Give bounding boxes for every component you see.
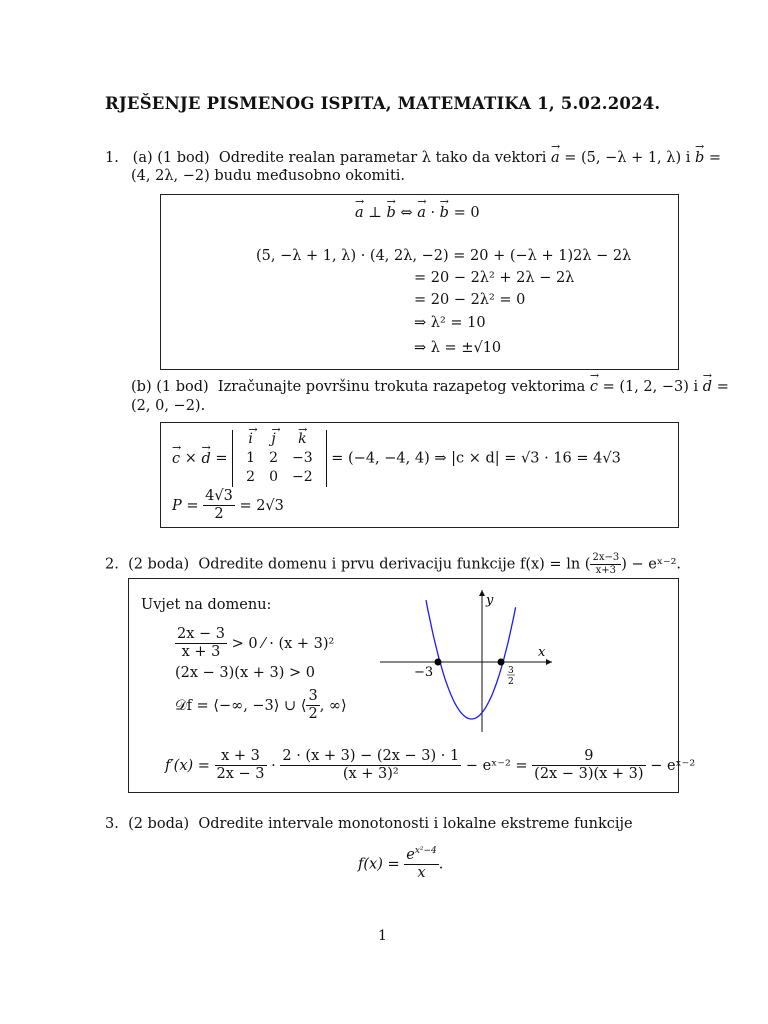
q1-a-step2: = 20 − 2λ² + 2λ − 2λ [414,270,575,286]
vector-a: → a [551,150,560,166]
q3-function: f(x) = $\frac{e^{x^2-4}}{x}$ . [358,846,444,882]
q1-b-statement: (b) (1 bod) Izračunajte površinu trokuta razapetog vektorima → c = (1, 2, −3) i → d = [131,379,729,395]
y-axis-label: y [486,593,494,608]
q1-b-cross-product: → c × → d = → i → j → k 1 2 −3 2 0 −2 = (−4, −4, 4) ⇒ |c × d| = √3 · 16 = 4√3 [172,430,621,487]
q1-b-label: (b) [131,379,152,395]
q1-b-text: Izračunajte površinu trokuta razapetog vektorima [217,379,586,395]
q1-a-text: Odredite realan parametar λ tako da vektori [218,150,547,166]
vector-b: → b [695,150,704,166]
q1-b-statement-line2: (2, 0, −2). [131,398,206,414]
q1-a-step4: ⇒ λ² = 10 [414,315,486,331]
q2-statement: 2. (2 boda) Odredite domenu i prvu derivaciju funkcije f(x) = ln ( $\frac{2x-3}{x+3}$ ) − eˣ⁻². [105,552,682,576]
q1-a-label: (a) [132,150,153,166]
parabola-graph [376,586,556,736]
q1-a-vector-a-value: = (5, −λ + 1, λ) i [564,150,691,166]
root-right-label-den: 2 [508,677,514,687]
document-title: RJEŠENJE PISMENOG ISPITA, MATEMATIKA 1, 5.02.2024. [105,94,661,113]
q1-b-area: P = $\frac{4√3}{2}$ = 2√3 [172,488,284,523]
page-number: 1 [378,928,387,944]
q2-condition-1: $\frac{2x - 3}{x + 3}$ > 0 ⁄ · (x + 3)² [177,626,335,661]
q2-domain: 𝒟f = ⟨−∞, −3⟩ ∪ ⟨ $\frac{3}{2}$ , ∞⟩ [175,688,347,723]
q1-a-statement [105,150,721,166]
root-right-point [498,659,505,666]
q1-b-result: = (−4, −4, 4) ⇒ |c × d| = √3 · 16 = 4√3 [331,450,621,467]
q1-b-points: (1 bod) [156,379,209,395]
q1-a-perp-line: → a ⊥ → b ⇔ → a · → b = 0 [355,205,480,221]
root-left-label: −3 [414,665,434,680]
root-right-label-num: 3 [508,666,514,676]
x-axis-label: x [538,645,546,660]
y-axis-arrow [479,590,485,596]
q3-statement: 3. (2 boda) Odredite intervale monotonosti i lokalne ekstreme funkcije [105,816,633,832]
q2-derivative: f′(x) = $\frac{x + 3}{2x - 3}$ · $\frac{2 \cdot (x + 3) - (2x - 3) \cdot 1}{\text{(x + 3)²}}$ − eˣ⁻² = $\frac{9}{(2x - 3)(x + 3)}$ − eˣ⁻² [165,748,696,783]
q1-a-step3: = 20 − 2λ² = 0 [414,292,526,308]
x-axis-arrow [546,659,552,665]
q1-a-eq-end: = [708,150,722,166]
q1-a-points: (1 bod) [157,150,210,166]
q2-condition-2: (2x − 3)(x + 3) > 0 [175,665,315,681]
q1-b-eq-end: = [716,379,729,395]
q1-a-step5: ⇒ λ = ±√10 [414,340,502,356]
q2-condition-label: Uvjet na domenu: [141,597,272,613]
determinant-matrix: → i → j → k 1 2 −3 2 0 −2 [232,430,326,487]
q1-a-statement-line2: (4, 2λ, −2) budu međusobno okomiti. [131,168,406,184]
q1-b-vector-c-value: = (1, 2, −3) i [602,379,699,395]
root-left-point [435,659,442,666]
q1-number: 1. [105,150,119,166]
q1-a-step1: (5, −λ + 1, λ) · (4, 2λ, −2) = 20 + (−λ + 1)2λ − 2λ [256,248,632,264]
